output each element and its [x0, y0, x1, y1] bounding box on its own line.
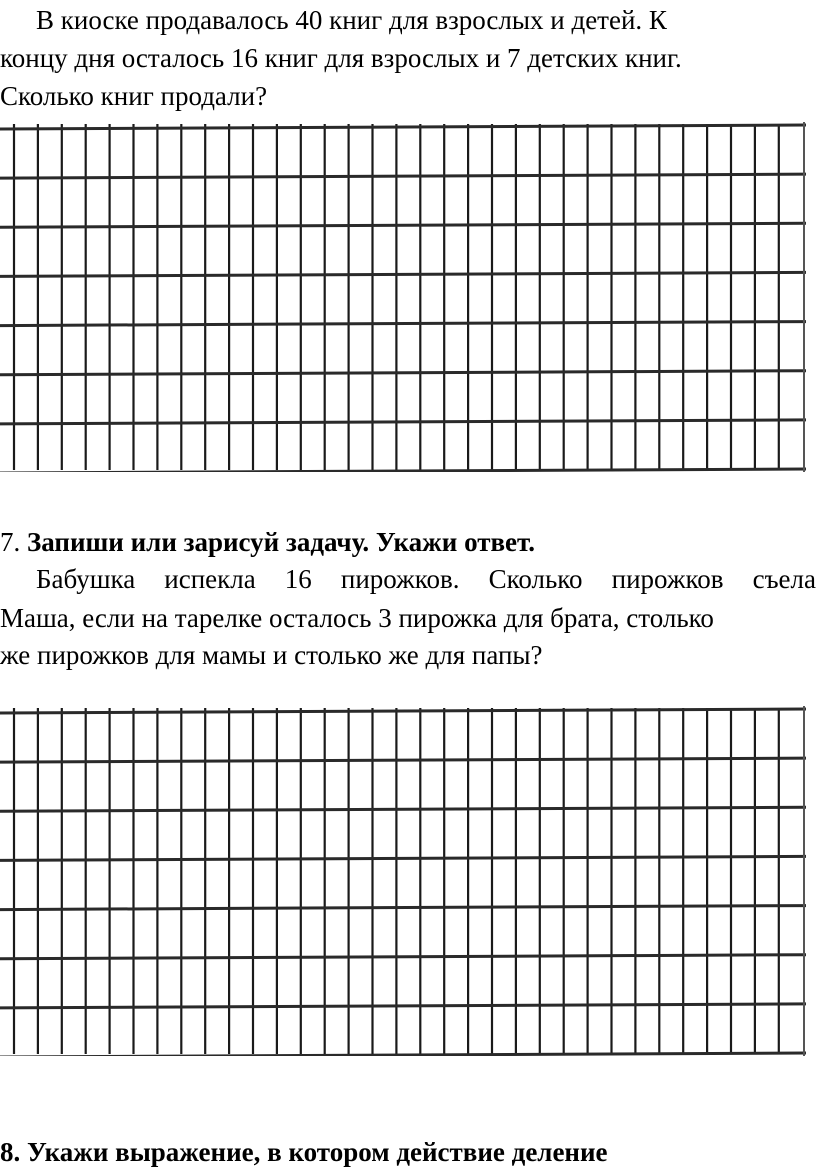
task6-line-2: концу дня осталось 16 книг для взрослых и 7 детских книг. [0, 43, 682, 73]
task7-header [0, 524, 816, 560]
task7-heading: Запиши или зарисуй задачу. Укажи ответ. [27, 527, 536, 557]
answer-grid-2 [0, 706, 806, 1056]
task7-line-2: Маша, если на тарелке осталось 3 пирожка для брата, столько [0, 603, 714, 633]
task8-heading: 8. Укажи выражение, в котором действие деление [0, 1137, 608, 1167]
grid-lines-2 [0, 706, 806, 1056]
task7-number: 7. [0, 527, 21, 557]
task7-line-1: Бабушка испекла 16 пирожков. Сколько пирожков съела [36, 564, 816, 594]
task6-line-3: Сколько книг продали? [0, 81, 268, 111]
answer-grid-1 [0, 122, 806, 472]
task7-line-3: же пирожков для мамы и столько же для папы? [0, 640, 543, 670]
task6-line-1: В киоске продавалось 40 книг для взрослых и детей. К [36, 5, 667, 35]
grid-lines-1 [0, 122, 806, 472]
